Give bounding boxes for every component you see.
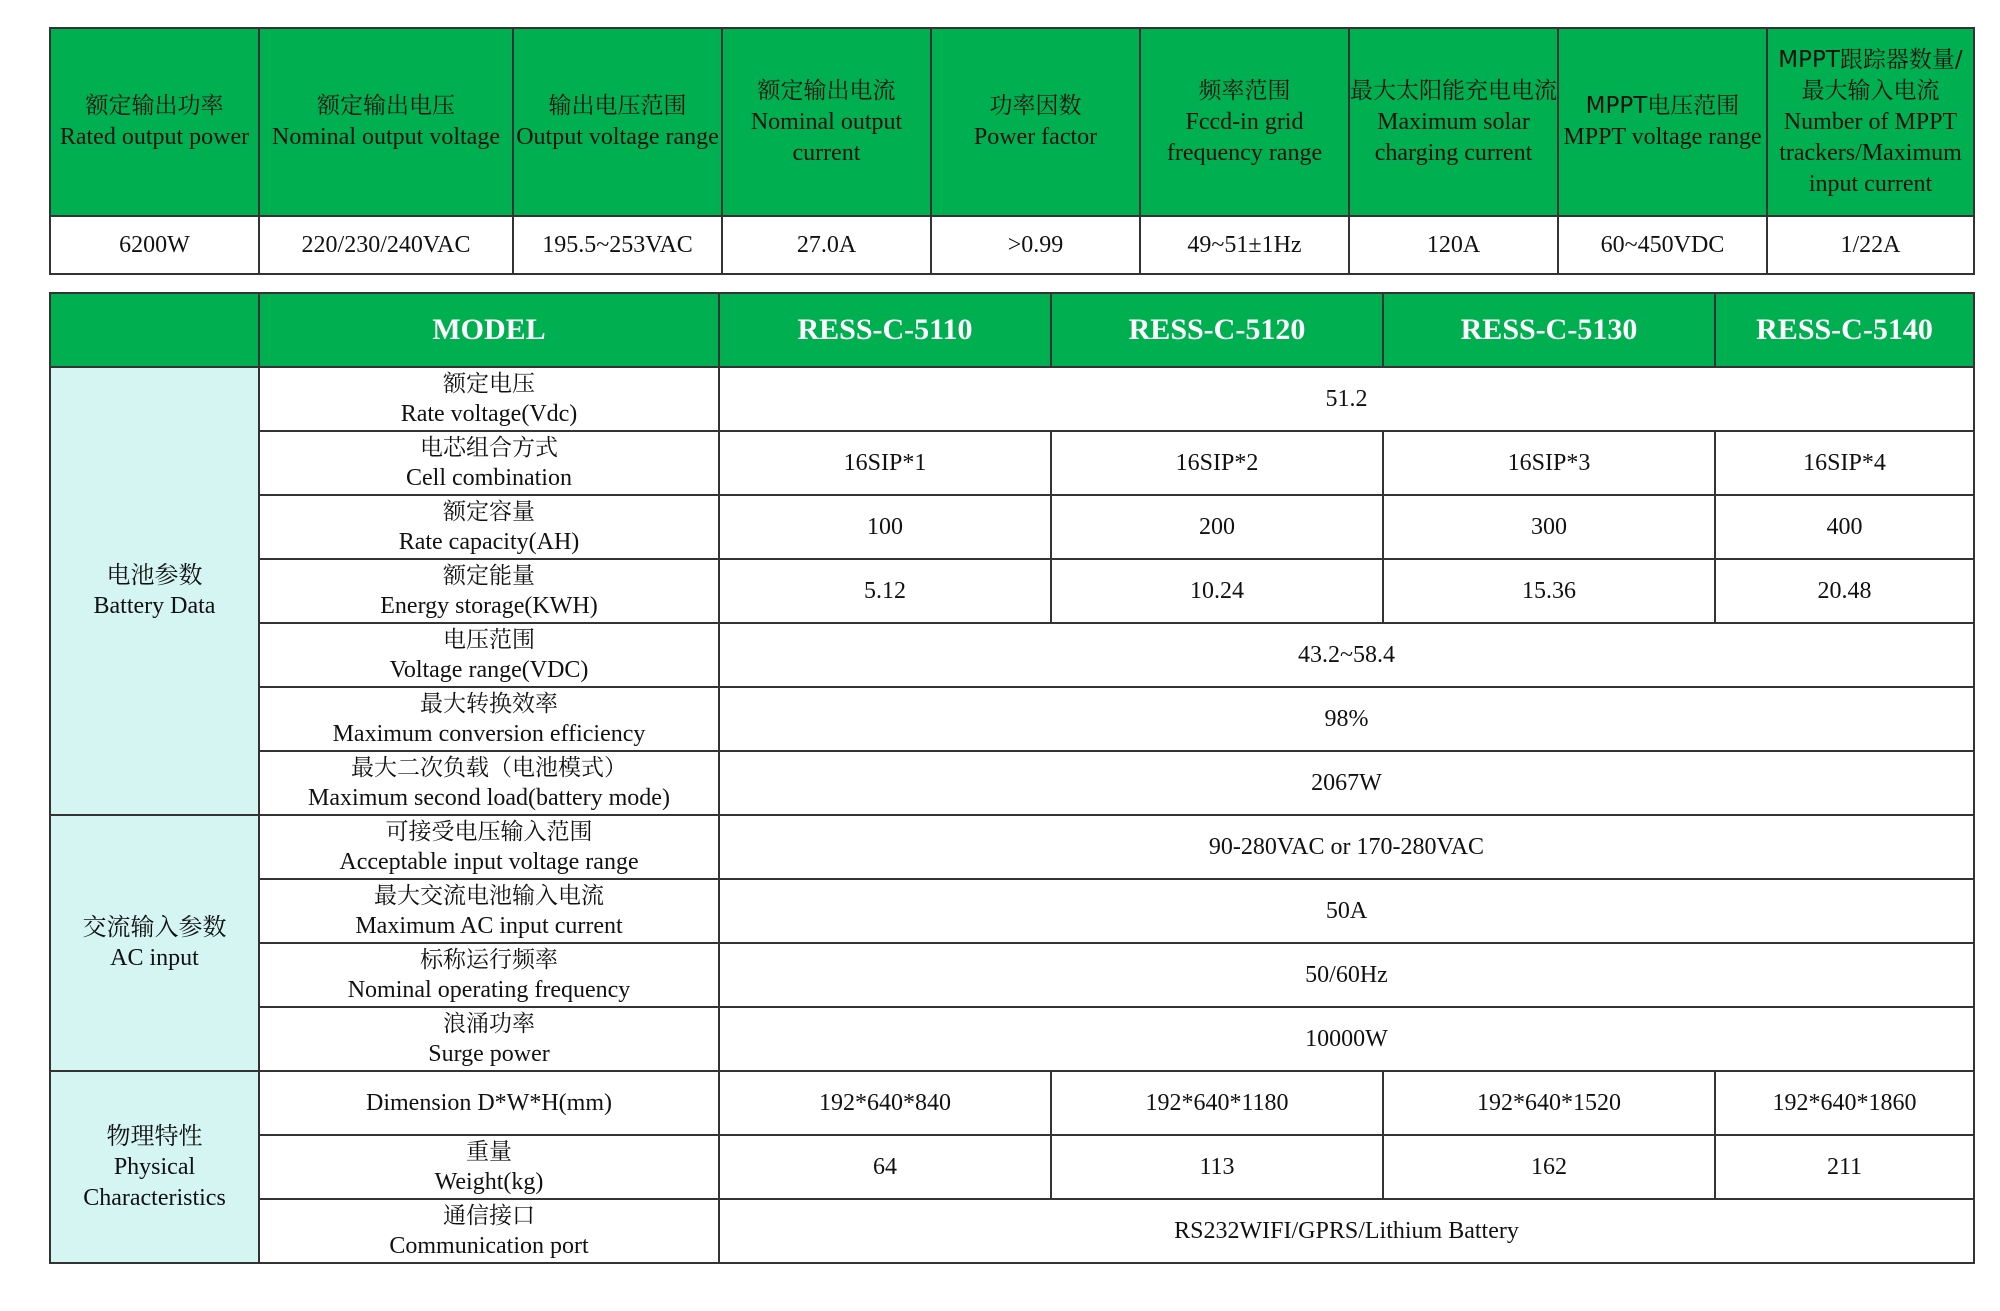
param-weight: 重量 Weight(kg): [259, 1135, 719, 1199]
value-energy-storage: 10.24: [1051, 559, 1383, 623]
table-row: [50, 1007, 1974, 1071]
table-row: [50, 623, 1974, 687]
value-nominal-operating-frequency: 50/60Hz: [719, 943, 1974, 1007]
param-rate-voltage: 额定电压 Rate voltage(Vdc): [259, 367, 719, 431]
group-physical-characteristics: 物理特性 Physical Characteristics: [50, 1071, 259, 1263]
value-surge-power: 10000W: [719, 1007, 1974, 1071]
value-max-conversion-efficiency: 98%: [719, 687, 1974, 751]
table-row: [50, 495, 1974, 559]
table-row: [50, 815, 1974, 879]
value-weight: 211: [1715, 1135, 1974, 1199]
value-rate-capacity: 200: [1051, 495, 1383, 559]
table-row: [50, 431, 1974, 495]
value-voltage-range: 43.2~58.4: [719, 623, 1974, 687]
table-row: [50, 1199, 1974, 1263]
value-cell-combination: 16SIP*1: [719, 431, 1051, 495]
value-cell-combination: 16SIP*3: [1383, 431, 1715, 495]
value-weight: 64: [719, 1135, 1051, 1199]
value-dimension: 192*640*840: [719, 1071, 1051, 1135]
output-spec-table: [49, 27, 1975, 275]
value-mppt-trackers: 1/22A: [1767, 216, 1974, 274]
value-frequency-range: 49~51±1Hz: [1140, 216, 1349, 274]
model-name: RESS-C-5110: [719, 293, 1051, 367]
param-energy-storage: 额定能量 Energy storage(KWH): [259, 559, 719, 623]
header-mppt-trackers: MPPT跟踪器数量/最大输入电流 Number of MPPT trackers/Maximum input current: [1767, 28, 1974, 216]
value-output-voltage-range: 195.5~253VAC: [513, 216, 722, 274]
param-communication-port: 通信接口 Communication port: [259, 1199, 719, 1263]
value-dimension: 192*640*1860: [1715, 1071, 1974, 1135]
value-max-second-load: 2067W: [719, 751, 1974, 815]
param-max-conversion-efficiency: 最大转换效率 Maximum conversion efficiency: [259, 687, 719, 751]
param-rate-capacity: 额定容量 Rate capacity(AH): [259, 495, 719, 559]
param-acceptable-input-voltage: 可接受电压输入范围 Acceptable input voltage range: [259, 815, 719, 879]
value-nominal-output-current: 27.0A: [722, 216, 931, 274]
value-communication-port: RS232WIFI/GPRS/Lithium Battery: [719, 1199, 1974, 1263]
value-dimension: 192*640*1520: [1383, 1071, 1715, 1135]
value-rate-capacity: 100: [719, 495, 1051, 559]
table-row: [50, 559, 1974, 623]
value-energy-storage: 5.12: [719, 559, 1051, 623]
table-row: [50, 751, 1974, 815]
param-dimension: Dimension D*W*H(mm): [259, 1071, 719, 1135]
value-energy-storage: 20.48: [1715, 559, 1974, 623]
value-weight: 162: [1383, 1135, 1715, 1199]
value-rate-capacity: 300: [1383, 495, 1715, 559]
value-weight: 113: [1051, 1135, 1383, 1199]
table-row: [50, 879, 1974, 943]
model-corner-cell: [50, 293, 259, 367]
value-rate-voltage: 51.2: [719, 367, 1974, 431]
param-max-ac-input-current: 最大交流电池输入电流 Maximum AC input current: [259, 879, 719, 943]
value-dimension: 192*640*1180: [1051, 1071, 1383, 1135]
value-cell-combination: 16SIP*2: [1051, 431, 1383, 495]
header-nominal-output-current: 额定输出电流 Nominal output current: [722, 28, 931, 216]
value-power-factor: >0.99: [931, 216, 1140, 274]
param-surge-power: 浪涌功率 Surge power: [259, 1007, 719, 1071]
model-header-row: [50, 293, 1974, 367]
param-cell-combination: 电芯组合方式 Cell combination: [259, 431, 719, 495]
table-row: [50, 1135, 1974, 1199]
header-power-factor: 功率因数 Power factor: [931, 28, 1140, 216]
value-rated-output-power: 6200W: [50, 216, 259, 274]
value-mppt-voltage-range: 60~450VDC: [1558, 216, 1767, 274]
value-energy-storage: 15.36: [1383, 559, 1715, 623]
value-cell-combination: 16SIP*4: [1715, 431, 1974, 495]
header-output-voltage-range: 输出电压范围 Output voltage range: [513, 28, 722, 216]
param-max-second-load: 最大二次负载（电池模式） Maximum second load(battery mode): [259, 751, 719, 815]
header-mppt-voltage-range: MPPT电压范围 MPPT voltage range: [1558, 28, 1767, 216]
header-frequency-range: 频率范围 Fccd-in grid frequency range: [1140, 28, 1349, 216]
spec-header-row: [50, 28, 1974, 216]
model-name: RESS-C-5120: [1051, 293, 1383, 367]
model-label: MODEL: [259, 293, 719, 367]
table-row: [50, 367, 1974, 431]
header-max-solar-charging-current: 最大太阳能充电电流 Maximum solar charging current: [1349, 28, 1558, 216]
group-ac-input: 交流输入参数 AC input: [50, 815, 259, 1071]
model-name: RESS-C-5140: [1715, 293, 1974, 367]
param-voltage-range: 电压范围 Voltage range(VDC): [259, 623, 719, 687]
param-nominal-operating-frequency: 标称运行频率 Nominal operating frequency: [259, 943, 719, 1007]
table-row: [50, 943, 1974, 1007]
value-max-solar-charging-current: 120A: [1349, 216, 1558, 274]
value-nominal-output-voltage: 220/230/240VAC: [259, 216, 513, 274]
model-name: RESS-C-5130: [1383, 293, 1715, 367]
table-row: [50, 1071, 1974, 1135]
table-row: [50, 687, 1974, 751]
value-rate-capacity: 400: [1715, 495, 1974, 559]
value-max-ac-input-current: 50A: [719, 879, 1974, 943]
value-acceptable-input-voltage: 90-280VAC or 170-280VAC: [719, 815, 1974, 879]
header-nominal-output-voltage: 额定输出电压 Nominal output voltage: [259, 28, 513, 216]
spec-value-row: [50, 216, 1974, 274]
header-rated-output-power: 额定输出功率 Rated output power: [50, 28, 259, 216]
group-battery-data: 电池参数 Battery Data: [50, 367, 259, 815]
model-spec-table: [49, 292, 1975, 1264]
